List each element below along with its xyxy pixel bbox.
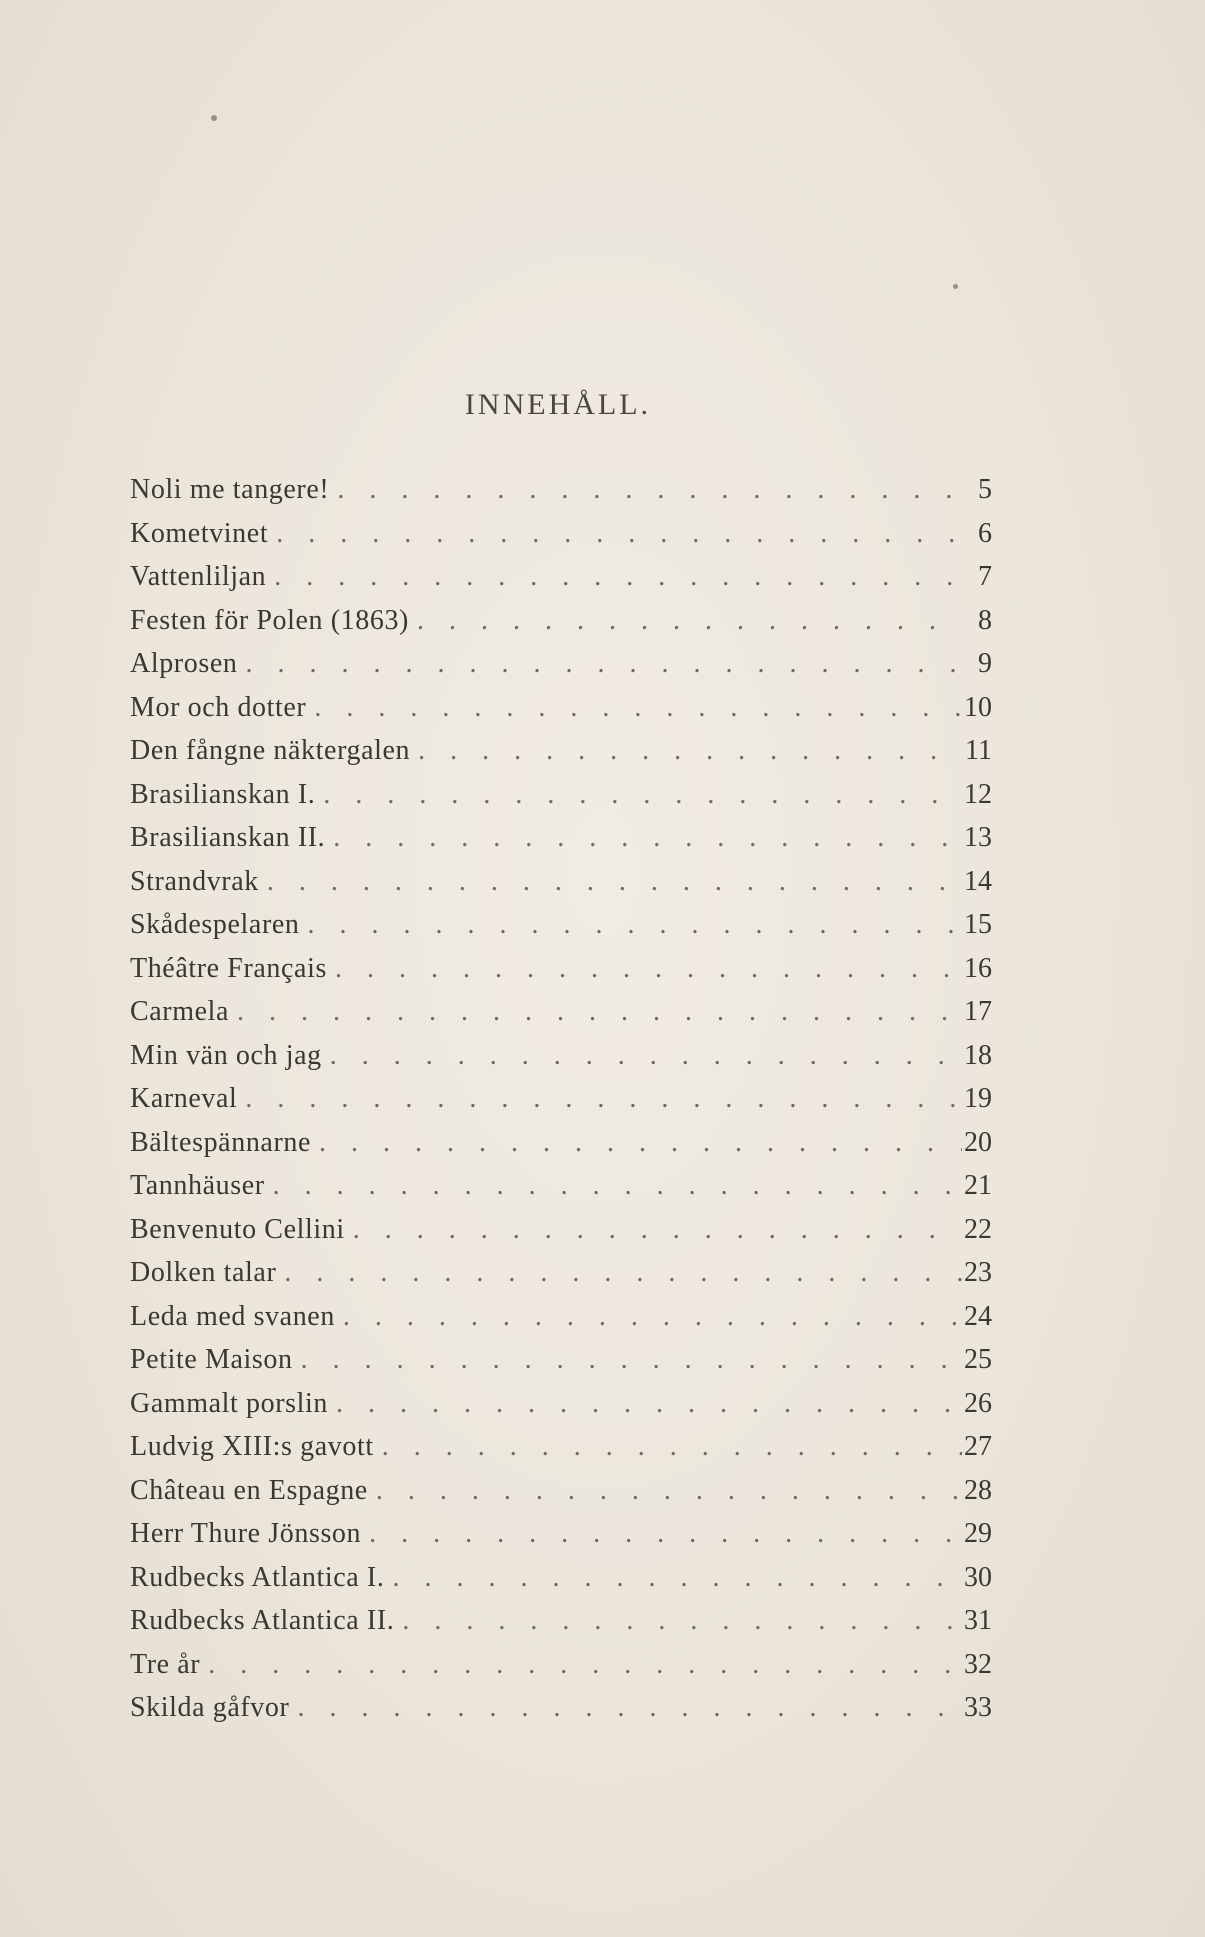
toc-entry	[130, 1040, 992, 1084]
dot-leader	[329, 474, 962, 506]
page-number: 25	[964, 1344, 992, 1375]
entry-title: Tre år	[130, 1648, 201, 1680]
dot-leader	[237, 648, 962, 680]
entry-title: Brasilianskan I.	[130, 778, 316, 810]
entry-title: Brasilianskan II.	[130, 822, 326, 853]
page-number: 27	[964, 1431, 992, 1462]
page-number: 22	[964, 1213, 992, 1245]
dot-leader	[327, 953, 962, 985]
entry-title: Min vän och jag	[130, 1039, 322, 1071]
toc-entry	[130, 1475, 992, 1519]
toc-entry	[130, 1257, 992, 1301]
dot-leader	[293, 1344, 962, 1376]
toc-entry	[130, 996, 992, 1040]
toc-entry	[130, 1127, 992, 1171]
entry-title: Mor och dotter	[130, 691, 307, 723]
entry-title: Rudbecks Atlantica I.	[130, 1561, 385, 1593]
entry-title: Leda med svanen	[130, 1300, 335, 1332]
toc-entry	[130, 648, 992, 692]
page-number: 19	[964, 1083, 992, 1114]
page-number: 9	[978, 648, 992, 679]
page-number: 26	[964, 1387, 992, 1419]
paper-speck	[211, 115, 217, 121]
page-number: 15	[964, 909, 992, 940]
dot-leader	[276, 1257, 962, 1289]
toc-entry	[130, 1692, 992, 1736]
toc-entry	[130, 1301, 992, 1345]
entry-title: Skådespelaren	[130, 909, 300, 940]
page-number: 11	[965, 735, 992, 766]
dot-leader	[361, 1518, 962, 1550]
toc-entry	[130, 692, 992, 736]
entry-title: Festen för Polen (1863)	[130, 604, 409, 636]
page-number: 20	[964, 1126, 992, 1158]
page-number: 5	[978, 474, 992, 505]
page-number: 32	[964, 1648, 992, 1680]
page-number: 16	[964, 952, 992, 984]
dot-leader	[306, 692, 962, 724]
entry-title: Gammalt porslin	[130, 1387, 328, 1419]
entry-title: Herr Thure Jönsson	[130, 1518, 362, 1549]
dot-leader	[300, 909, 962, 941]
toc-entry	[130, 1344, 992, 1388]
page-number: 8	[978, 604, 992, 636]
dot-leader	[237, 1083, 962, 1115]
page-number: 12	[964, 778, 992, 810]
entry-title: Bältespännarne	[130, 1126, 311, 1158]
dot-leader	[374, 1431, 962, 1463]
dot-leader	[368, 1475, 962, 1507]
toc-entry	[130, 1214, 992, 1258]
dot-leader	[409, 605, 962, 637]
entry-title: Vattenliljan	[130, 561, 267, 592]
dot-leader	[289, 1692, 962, 1724]
page-number: 18	[964, 1039, 992, 1071]
page-number: 14	[964, 865, 992, 897]
page-number: 7	[978, 561, 992, 592]
toc-entry	[130, 779, 992, 823]
toc-entry	[130, 953, 992, 997]
dot-leader	[328, 1388, 962, 1420]
dot-leader	[265, 1170, 962, 1202]
table-of-contents	[130, 474, 992, 1736]
entry-title: Ludvig XIII:s gavott	[130, 1431, 374, 1462]
entry-title: Petite Maison	[130, 1344, 293, 1375]
entry-title: Carmela	[130, 996, 230, 1027]
dot-leader	[322, 1040, 962, 1072]
dot-leader	[259, 866, 962, 898]
entry-title: Théâtre Français	[130, 952, 327, 984]
toc-entry	[130, 1562, 992, 1606]
toc-entry	[130, 866, 992, 910]
entry-title: Noli me tangere!	[130, 474, 330, 505]
toc-entry	[130, 735, 992, 779]
page-number: 6	[978, 517, 992, 549]
dot-leader	[311, 1127, 962, 1159]
page-number: 30	[964, 1561, 992, 1593]
entry-title: Benvenuto Cellini	[130, 1213, 345, 1245]
entry-title: Tannhäuser	[130, 1170, 265, 1201]
entry-title: Karneval	[130, 1083, 238, 1114]
entry-title: Alprosen	[130, 648, 238, 679]
dot-leader	[394, 1605, 962, 1637]
page-number: 23	[964, 1257, 992, 1288]
toc-entry	[130, 1083, 992, 1127]
page-number: 31	[964, 1605, 992, 1636]
entry-title: Dolken talar	[130, 1257, 277, 1288]
dot-leader	[200, 1649, 962, 1681]
dot-leader	[229, 996, 962, 1028]
page-number: 24	[964, 1300, 992, 1332]
dot-leader	[266, 561, 962, 593]
toc-entry	[130, 474, 992, 518]
toc-entry	[130, 1649, 992, 1693]
entry-title: Rudbecks Atlantica II.	[130, 1605, 395, 1636]
paper-speck	[953, 284, 958, 289]
page-number: 21	[964, 1170, 992, 1201]
dot-leader	[268, 518, 962, 550]
dot-leader	[335, 1301, 962, 1333]
toc-entry	[130, 1518, 992, 1562]
toc-entry	[130, 561, 992, 605]
entry-title: Kometvinet	[130, 517, 269, 549]
page-number: 33	[964, 1692, 992, 1723]
entry-title: Skilda gåfvor	[130, 1692, 290, 1723]
page-number: 17	[964, 996, 992, 1027]
dot-leader	[345, 1214, 962, 1246]
toc-entry	[130, 1170, 992, 1214]
page-number: 28	[964, 1474, 992, 1506]
page-number: 29	[964, 1518, 992, 1549]
page-number: 13	[964, 822, 992, 853]
entry-title: Château en Espagne	[130, 1474, 368, 1506]
page-number: 10	[964, 691, 992, 723]
dot-leader	[384, 1562, 962, 1594]
dot-leader	[410, 735, 962, 767]
toc-entry	[130, 518, 992, 562]
dot-leader	[315, 779, 962, 811]
toc-entry	[130, 1431, 992, 1475]
entry-title: Strandvrak	[130, 865, 259, 897]
toc-entry	[130, 822, 992, 866]
toc-entry	[130, 1388, 992, 1432]
dot-leader	[325, 822, 962, 854]
toc-entry	[130, 1605, 992, 1649]
page-title: INNEHÅLL.	[464, 388, 652, 421]
entry-title: Den fångne näktergalen	[130, 735, 411, 766]
toc-entry	[130, 909, 992, 953]
toc-entry	[130, 605, 992, 649]
